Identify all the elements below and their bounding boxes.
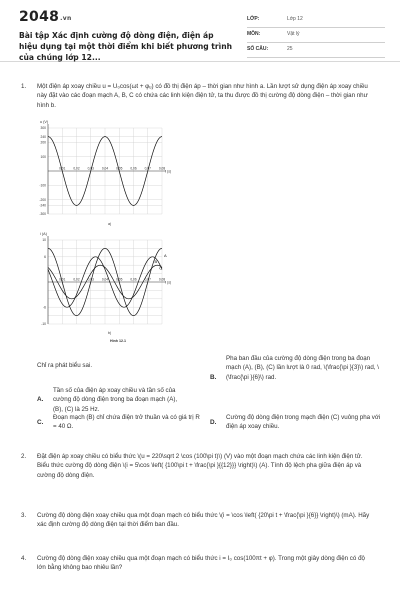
x-tick-label: 0,07 <box>144 277 151 282</box>
x-tick-label: 0,06 <box>130 166 137 171</box>
y-tick-label: -6 <box>43 305 46 310</box>
series-label: C <box>159 265 163 271</box>
site-logo[interactable] <box>19 9 72 25</box>
y-tick-label: 10 <box>42 238 46 243</box>
y-tick-label: -10 <box>41 322 46 327</box>
y-tick-label: 240 <box>40 134 46 139</box>
y-tick-label: -300 <box>39 212 46 217</box>
option-label: D. <box>210 419 217 426</box>
logo-suffix: .vn <box>60 15 72 22</box>
x-tick-label: 0,08 <box>158 166 166 171</box>
info-value: Vật lý <box>287 31 300 37</box>
figure-caption-title: Hình 12.1 <box>110 339 126 343</box>
x-tick-label: 0,01 <box>59 166 66 171</box>
x-tick-label: 0,02 <box>73 277 80 282</box>
option-text: Pha ban đầu của cường độ dòng điện trong ba đoạn mạch (A), (B), (C) lần lượt là 0 rad, \(\frac{\pi }{3}\) rad, \(\frac{\pi }{6}\) rad. <box>226 355 379 381</box>
y-tick-label: 300 <box>40 126 46 131</box>
x-tick-label: 0,02 <box>73 166 80 171</box>
question-number: 3. <box>21 512 27 519</box>
x-tick-label: 0,04 <box>101 166 109 171</box>
x-tick-label: 0,01 <box>59 277 66 282</box>
y-tick-label: -200 <box>39 197 46 202</box>
voltage-chart <box>36 118 178 218</box>
question-text: Đặt điện áp xoay chiều có biểu thức \(u = 220\sqrt 2 \cos (100\pi t)\) (V) vào một đoạn mạch chứa các linh kiện điện tử. Biểu thức cường độ dòng điện \(i = 5\cos \left( {100\pi t + \frac{\pi }{{12}}} \right)\) (A). Tính độ lệch pha giữa điện áp và cường độ dòng điện. <box>37 453 363 479</box>
option-label: C. <box>37 419 44 426</box>
x-tick-label: 0,03 <box>87 166 94 171</box>
question-number: 2. <box>21 453 27 460</box>
option-label: B. <box>210 374 217 381</box>
info-row-count <box>247 43 385 58</box>
page-header <box>0 0 400 62</box>
info-table <box>247 13 385 58</box>
question-text: Cường độ dòng điện xoay chiều qua một đoạn mạch có biểu thức \(i = \cos \left( {20\pi t + \frac{\pi }{6}} \right)\) (mA). Hãy xác định cường độ dòng điện tại thời điểm ban đầu. <box>37 512 370 529</box>
figure-caption-a: a) <box>108 222 112 226</box>
option-text: Tần số của điện áp xoay chiều và tần số của cường độ dòng điện trong ba đoạn mạch (A), (B), (C) là 25 Hz. <box>53 387 178 413</box>
option-label: A. <box>37 396 44 403</box>
info-value: 25 <box>287 46 293 52</box>
info-row-class <box>247 13 385 28</box>
figure-12-1 <box>36 118 178 350</box>
info-value: Lớp 12 <box>287 16 303 22</box>
question-prompt: Chỉ ra phát biểu sai. <box>37 362 93 369</box>
x-tick-label: 0,03 <box>87 277 94 282</box>
y-axis-label: u (V) <box>40 120 49 124</box>
x-tick-label: 0,05 <box>116 166 123 171</box>
voltage-chart-svg <box>36 118 178 218</box>
figure-caption-b: b) <box>108 331 112 335</box>
question-number: 4. <box>21 555 27 562</box>
x-tick-label: 0,04 <box>101 277 109 282</box>
option-text: Đoạn mạch (B) chỉ chứa điện trở thuần và có giá trị R = 40 Ω. <box>53 414 200 431</box>
current-chart-svg <box>36 230 178 330</box>
x-tick-label: 0,05 <box>116 277 123 282</box>
question-text: Cường độ dòng điện xoay chiều qua một đoạn mạch có biểu thức i = I₀ cos(100πt + φ). Trong một giây dòng điện có độ lớn bằng không bao nhiêu lần? <box>37 555 365 572</box>
logo-text: 2048 <box>19 9 60 25</box>
question-text: Một điện áp xoay chiều u = U₀cos(ωt + φᵤ) có đồ thị điện áp – thời gian như hình a. Lần lượt sử dụng điện áp xoay chiều này đặt vào các đoạn mạch A, B, C có chứa các linh kiện điện tử, ta thu được đồ thị cường độ dòng điện – thời gian như hình b. <box>37 83 368 109</box>
y-tick-label: 200 <box>40 140 46 145</box>
x-axis-label: t (s) <box>165 280 172 285</box>
series-label: B <box>154 259 158 265</box>
x-tick-label: 0,07 <box>144 166 151 171</box>
x-tick-label: 0,08 <box>158 277 166 282</box>
info-key: MÔN: <box>247 31 261 37</box>
info-row-subject <box>247 28 385 43</box>
y-tick-label: -240 <box>39 203 46 208</box>
y-tick-label: 100 <box>40 154 46 159</box>
x-tick-label: 0,06 <box>130 277 137 282</box>
y-axis-label: i (A) <box>40 232 47 236</box>
option-text: Cường độ dòng điện trong mạch điện (C) vuông pha với điện áp xoay chiều. <box>226 414 381 431</box>
y-tick-label: 6 <box>44 255 46 259</box>
current-chart <box>36 230 178 338</box>
x-axis-label: t (s) <box>165 169 172 174</box>
question-number: 1. <box>21 83 27 90</box>
series-label: A <box>164 252 167 258</box>
info-key: LỚP: <box>247 16 260 22</box>
y-tick-label: -100 <box>39 183 46 188</box>
info-key: SỐ CÂU: <box>247 46 269 52</box>
page-title: Bài tập Xác định cường độ dòng điện, điện áp hiệu dụng tại một thời điểm khi biết phương trình của chúng lớp 12... <box>19 31 233 62</box>
